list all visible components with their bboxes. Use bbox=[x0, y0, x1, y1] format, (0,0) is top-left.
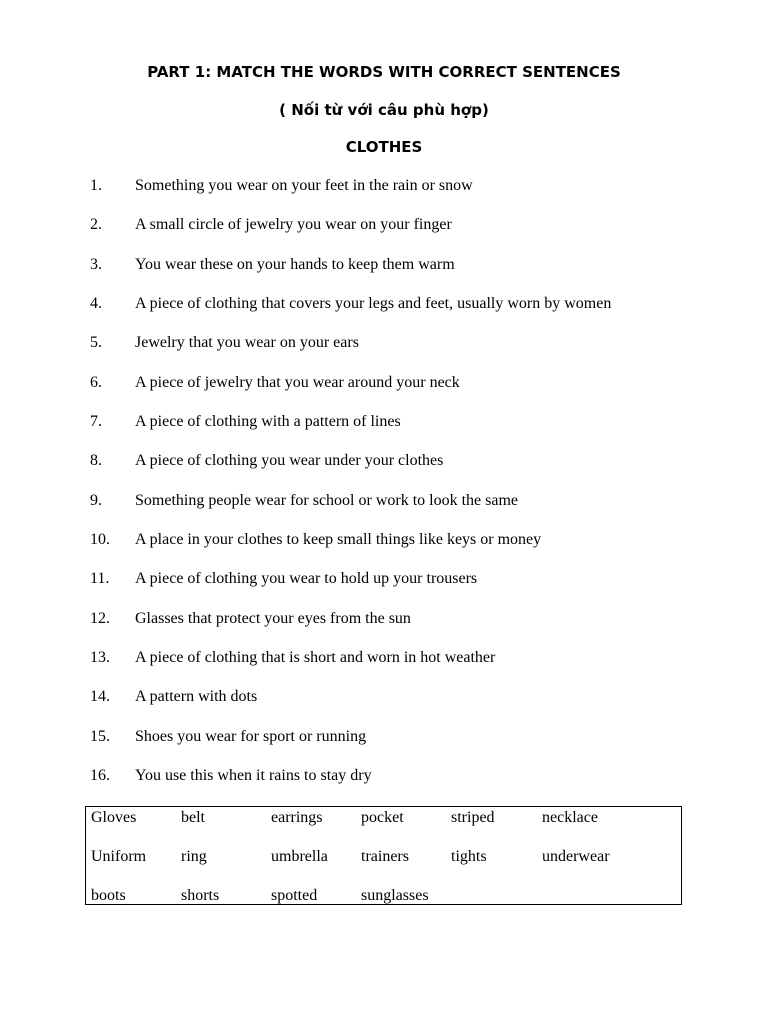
question-item bbox=[0, 451, 768, 490]
word-bank-word: striped bbox=[451, 809, 495, 826]
question-text: Glasses that protect your eyes from the sun bbox=[135, 609, 411, 627]
page-subtitle: ( Nối từ với câu phù hợp) bbox=[279, 101, 489, 119]
question-item bbox=[0, 687, 768, 726]
question-number: 16. bbox=[90, 766, 110, 784]
word-bank-word: umbrella bbox=[271, 848, 328, 865]
question-number: 10. bbox=[90, 530, 110, 548]
word-bank-word: shorts bbox=[181, 887, 220, 904]
question-text: A small circle of jewelry you wear on your finger bbox=[135, 216, 452, 234]
topic-heading: CLOTHES bbox=[345, 138, 423, 156]
question-item bbox=[0, 569, 768, 608]
word-bank-word: belt bbox=[181, 809, 205, 826]
question-text: A piece of clothing that covers your legs and feet, usually worn by women bbox=[135, 294, 612, 312]
question-text: Something you wear on your feet in the rain or snow bbox=[135, 177, 473, 194]
question-text: A piece of clothing with a pattern of lines bbox=[135, 412, 401, 430]
question-item bbox=[0, 648, 768, 687]
question-text: A piece of clothing that is short and worn in hot weather bbox=[135, 648, 496, 666]
question-text: Shoes you wear for sport or running bbox=[135, 727, 367, 745]
question-number: 11. bbox=[90, 570, 110, 588]
word-bank-row bbox=[86, 886, 681, 906]
question-text: A pattern with dots bbox=[135, 688, 258, 706]
question-item bbox=[0, 766, 768, 805]
question-text: A piece of clothing you wear to hold up your trousers bbox=[135, 570, 478, 588]
word-bank-word: tights bbox=[451, 848, 487, 865]
question-number: 9. bbox=[90, 491, 102, 509]
word-bank-word: boots bbox=[91, 887, 126, 904]
question-number: 2. bbox=[90, 216, 102, 234]
word-bank-word: ring bbox=[181, 848, 207, 865]
question-text: Something people wear for school or work to look the same bbox=[135, 491, 519, 509]
question-number: 6. bbox=[90, 373, 102, 391]
question-item bbox=[0, 530, 768, 569]
question-number: 8. bbox=[90, 452, 102, 470]
question-number: 13. bbox=[90, 648, 110, 666]
question-text: You use this when it rains to stay dry bbox=[135, 766, 372, 784]
word-bank-row bbox=[86, 847, 681, 867]
word-bank-word: pocket bbox=[361, 809, 404, 826]
question-item bbox=[0, 176, 768, 215]
question-number: 12. bbox=[90, 609, 110, 627]
question-number: 7. bbox=[90, 412, 102, 430]
word-bank-word: spotted bbox=[271, 887, 318, 904]
question-item bbox=[0, 609, 768, 648]
question-item bbox=[0, 215, 768, 254]
word-bank-word: sunglasses bbox=[361, 887, 429, 904]
question-item bbox=[0, 412, 768, 451]
word-bank-row bbox=[86, 808, 681, 828]
question-number: 5. bbox=[90, 334, 102, 352]
question-item bbox=[0, 491, 768, 530]
word-bank-word: earrings bbox=[271, 809, 323, 826]
question-item bbox=[0, 727, 768, 766]
question-number: 1. bbox=[90, 177, 102, 194]
question-item bbox=[0, 294, 768, 333]
question-item bbox=[0, 373, 768, 412]
word-bank-word: trainers bbox=[361, 848, 409, 865]
question-number: 14. bbox=[90, 688, 110, 706]
word-bank-word: necklace bbox=[542, 809, 598, 826]
question-text: A piece of clothing you wear under your clothes bbox=[135, 452, 444, 470]
question-item bbox=[0, 255, 768, 294]
question-list bbox=[0, 176, 768, 805]
question-text: A piece of jewelry that you wear around your neck bbox=[135, 373, 460, 391]
question-item bbox=[0, 333, 768, 372]
question-number: 3. bbox=[90, 255, 102, 273]
word-bank-box bbox=[85, 806, 682, 905]
question-number: 4. bbox=[90, 294, 102, 312]
word-bank-word: Gloves bbox=[91, 809, 137, 826]
question-text: You wear these on your hands to keep them warm bbox=[135, 255, 455, 273]
page-title: PART 1: MATCH THE WORDS WITH CORRECT SENTENCES bbox=[147, 63, 621, 81]
question-text: A place in your clothes to keep small things like keys or money bbox=[135, 530, 542, 548]
word-bank-word: Uniform bbox=[91, 848, 147, 865]
question-text: Jewelry that you wear on your ears bbox=[135, 334, 359, 352]
question-number: 15. bbox=[90, 727, 110, 745]
word-bank-word: underwear bbox=[542, 848, 610, 865]
